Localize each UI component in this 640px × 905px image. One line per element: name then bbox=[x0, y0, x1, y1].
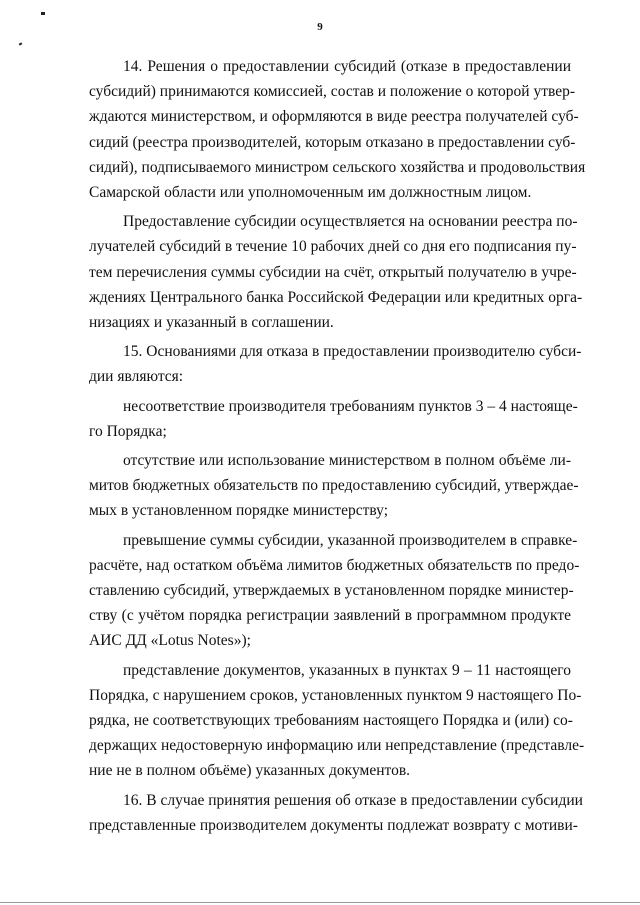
text-line: АИС ДД «Lotus Notes»); bbox=[89, 632, 251, 650]
text-line: низациях и указанный в соглашении. bbox=[89, 314, 334, 332]
text-line: рядка, не соответствующих требованиям настоящего Порядка и (или) со- bbox=[89, 712, 573, 730]
text-line: ждениях Центрального банка Российской Федерации или кредитных орга- bbox=[89, 288, 583, 306]
paragraph bbox=[89, 54, 586, 205]
paragraph bbox=[89, 788, 583, 838]
text-line: несоответствие производителя требованиям пунктов 3 – 4 настояще- bbox=[123, 397, 578, 415]
paragraph bbox=[89, 528, 580, 654]
text-line: представление документов, указанных в пунктах 9 – 11 настоящего bbox=[123, 661, 571, 679]
text-line: мых в установленном порядке министерству; bbox=[89, 502, 388, 520]
paragraph bbox=[89, 658, 585, 784]
paragraph bbox=[89, 209, 583, 335]
text-line: расчёте, над остатком объёма лимитов бюджетных обязательств по предо- bbox=[89, 556, 580, 574]
text-line: 15. Основаниями для отказа в предоставлении производителю субси- bbox=[123, 343, 582, 361]
scan-speck bbox=[41, 12, 45, 15]
text-line: лучателей субсидий в течение 10 рабочих дней со дня его подписания пу- bbox=[89, 238, 577, 256]
paragraph bbox=[89, 448, 579, 524]
page-number: 9 bbox=[317, 21, 323, 33]
text-line: дии являются: bbox=[89, 368, 184, 386]
text-line: 16. В случае принятия решения об отказе в предоставлении субсидии bbox=[123, 791, 583, 809]
text-line: сидий (реестра производителей, которым отказано в предоставлении суб- bbox=[89, 133, 576, 151]
paragraph bbox=[89, 339, 582, 389]
text-line: митов бюджетных обязательств по предоставлению субсидий, утверждае- bbox=[89, 477, 579, 495]
scan-speck bbox=[19, 42, 23, 45]
text-line: ставлению субсидий, утверждаемых в установленном порядке министер- bbox=[89, 582, 574, 600]
text-line: сидий), подписываемого министром сельского хозяйства и продовольствия bbox=[89, 158, 586, 176]
paragraph bbox=[89, 394, 578, 444]
text-line: ние не в полном объёме) указанных документов. bbox=[89, 762, 411, 780]
text-line: 14. Решения о предоставлении субсидий (отказе в предоставлении bbox=[123, 58, 571, 75]
text-line: отсутствие или использование министерством в полном объёме ли- bbox=[123, 452, 571, 470]
text-line: представленные производителем документы подлежат возврату с мотиви- bbox=[89, 816, 578, 834]
text-line: тем перечисления суммы субсидии на счёт, открытый получателю в учре- bbox=[89, 263, 577, 281]
text-line: Порядка, с нарушением сроков, установленных пунктом 9 настоящего По- bbox=[89, 686, 582, 704]
page-bottom-edge bbox=[0, 902, 640, 903]
text-line: го Порядка; bbox=[89, 422, 167, 440]
text-line: Предоставление субсидии осуществляется на основании реестра по- bbox=[123, 213, 578, 231]
text-line: держащих недостоверную информацию или непредставление (представле- bbox=[89, 737, 585, 755]
text-line: Самарской области или уполномоченным им должностным лицом. bbox=[89, 184, 532, 202]
text-line: ству (с учётом порядка регистрации заявлений в программном продукте bbox=[89, 607, 571, 625]
text-line: ждаются министерством, и оформляются в виде реестра получателей суб- bbox=[89, 108, 579, 126]
text-line: субсидий) принимаются комиссией, состав и положение о которой утвер- bbox=[89, 83, 576, 101]
text-line: превышение суммы субсидии, указанной производителем в справке- bbox=[123, 531, 578, 549]
document-body bbox=[89, 54, 586, 838]
